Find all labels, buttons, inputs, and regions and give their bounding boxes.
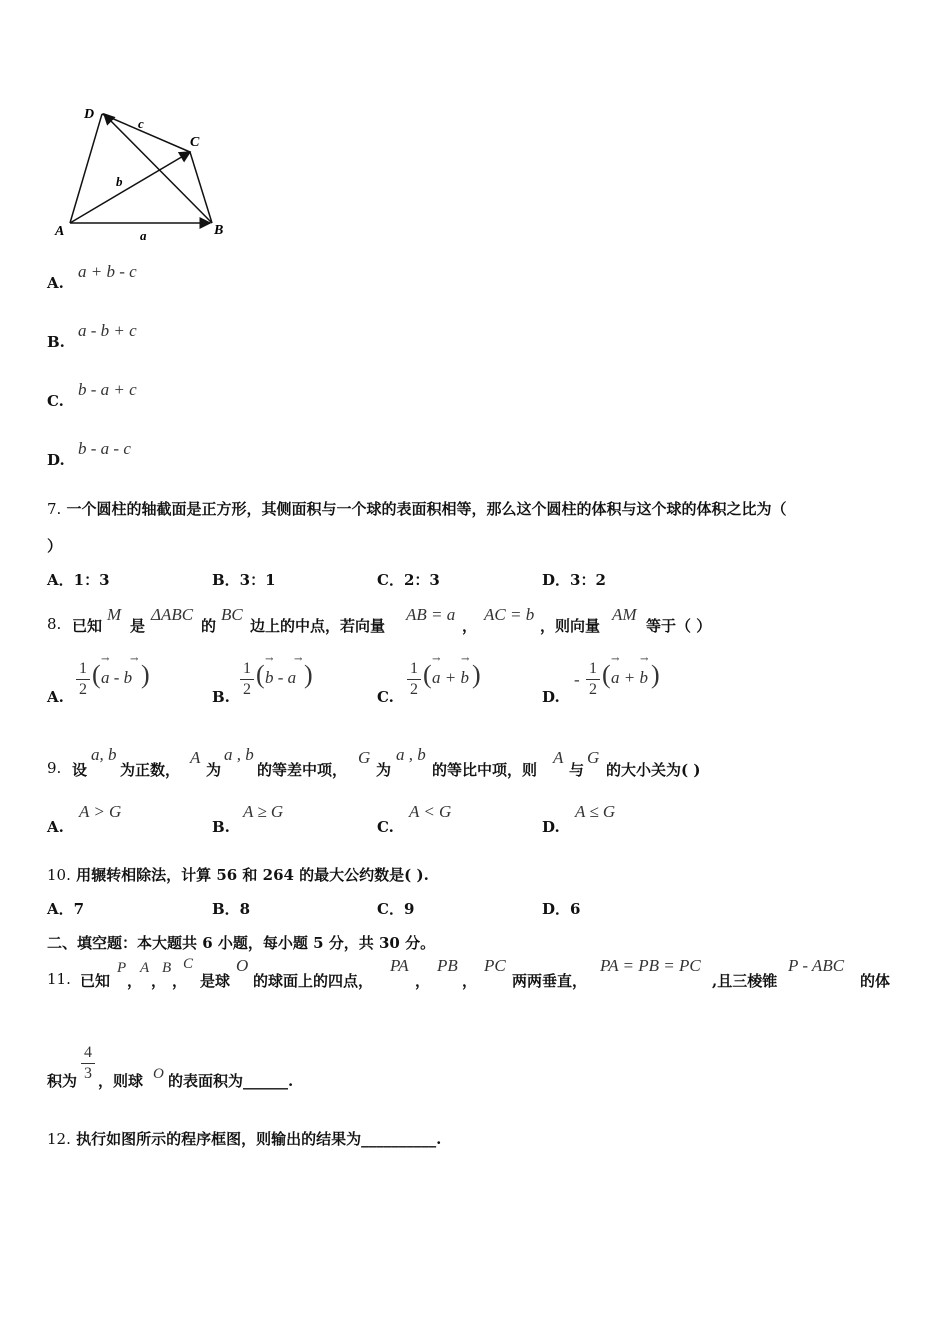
q8-text-4: 边上的中点，若向量: [250, 617, 386, 635]
q8-option-b-den: 2: [243, 681, 251, 698]
q12-text: 执行如图所示的程序框图，则输出的结果为__________.: [76, 1130, 442, 1148]
q11-point-c: C: [183, 956, 194, 972]
q9-text-2: 为正数，: [120, 761, 181, 779]
q8-option-b-num: 1: [243, 660, 251, 677]
q8-option-d-den: 2: [589, 681, 597, 698]
q8-option-a-label: A.: [47, 688, 64, 706]
q8-option-b-vec-arrow-2: →: [294, 654, 303, 665]
q8-option-d-inner: a + b: [611, 668, 648, 687]
q10-number: 10.: [47, 866, 71, 884]
q7-option-b: B．3：1: [212, 571, 276, 589]
q9-var-a-1: A: [190, 748, 201, 767]
q8-option-c-paren-left: (: [423, 660, 432, 689]
q10-option-b: B．8: [212, 900, 251, 918]
q8-vector-am: AM: [612, 605, 637, 624]
point-C: C: [190, 135, 200, 150]
q11-segment-pa: PA: [390, 956, 409, 975]
q9-option-d-expr: A ≤ G: [575, 802, 616, 821]
q6-option-a-expr: a + b - c: [78, 262, 137, 281]
q8-text-6: 等于（ ）: [646, 617, 712, 635]
q8-option-a-num: 1: [79, 660, 87, 677]
section-2-heading: 二、填空题：本大题共 6 小题，每小题 5 分，共 30 分。: [47, 934, 436, 952]
point-A: A: [55, 224, 65, 239]
q8-vector-ab: AB = a: [406, 605, 456, 624]
q8-comma: ，: [462, 617, 478, 635]
q11-segment-pb: PB: [437, 956, 458, 975]
q9-text-3: 为: [206, 761, 222, 779]
q11-sep-3: ，: [172, 972, 188, 990]
q8-option-c-paren-right: ): [472, 660, 481, 689]
q9-option-c-label: C.: [377, 818, 394, 836]
q11-pyramid: P - ABC: [788, 956, 845, 975]
q8-option-a-inner: a - b: [101, 668, 133, 687]
q9-var-g-2: G: [587, 748, 600, 767]
q7-option-c: C．2：3: [377, 571, 440, 589]
q8-option-c-fraction: [407, 660, 421, 699]
q8-option-a-vec-arrow-1: →: [101, 654, 110, 665]
q11-line2-text-2: ，则球: [98, 1072, 144, 1090]
q9-var-ab-2: a , b: [224, 745, 254, 764]
question-10: [47, 864, 429, 885]
q8-number: 8.: [47, 615, 62, 633]
q11-sep-1: ，: [127, 972, 143, 990]
edge-DC: [102, 114, 190, 152]
q8-option-b-fraction: [240, 660, 254, 699]
q8-option-b-label: B.: [212, 688, 230, 706]
q8-option-c-vec-arrow-2: →: [461, 654, 470, 665]
q7-number: 7.: [47, 500, 62, 518]
q11-line2-text-1: 积为: [47, 1072, 78, 1090]
q9-text-1: 设: [72, 761, 88, 779]
q7-option-d: D．3：2: [542, 571, 606, 589]
q6-option-d-expr: b - a - c: [78, 439, 131, 458]
q11-segment-pc: PC: [484, 956, 506, 975]
q8-side-bc: BC: [221, 605, 243, 624]
q6-option-d-label: D.: [47, 451, 65, 469]
q8-triangle: ΔABC: [151, 605, 194, 624]
q7-option-a: A．1：3: [47, 571, 110, 589]
q8-option-a-den: 2: [79, 681, 87, 698]
q8-option-a-paren-left: (: [92, 660, 101, 689]
q9-text-6: 的等比中项，则: [432, 761, 538, 779]
q10-option-c: C．9: [377, 900, 415, 918]
q8-option-b-vec-arrow-1: →: [265, 654, 274, 665]
q8-option-b-inner: b - a: [265, 668, 297, 687]
q11-point-a: A: [140, 960, 150, 976]
q8-text-1: 已知: [72, 617, 103, 635]
q9-text-5: 为: [376, 761, 392, 779]
q11-volume-num: 4: [84, 1044, 92, 1061]
q6-option-b-expr: a - b + c: [78, 321, 137, 340]
q7-close: ）: [47, 537, 63, 555]
q10-option-a: A．7: [47, 900, 85, 918]
point-D: D: [84, 107, 95, 122]
q8-option-d-sign: -: [574, 670, 580, 689]
q9-option-c-expr: A < G: [409, 802, 452, 821]
q11-sep-4: ，: [415, 972, 431, 990]
q11-text-4: 两两垂直，: [512, 972, 588, 990]
q11-point-p: P: [117, 960, 127, 976]
q11-line2-text-3: 的表面积为______.: [168, 1072, 294, 1090]
q10-option-d: D．6: [542, 900, 581, 918]
q8-vector-ac: AC = b: [484, 605, 535, 624]
q11-text-1: 已知: [80, 972, 111, 990]
q7-text: 一个圆柱的轴截面是正方形，其侧面积与一个球的表面积相等，那么这个圆柱的体积与这个球的体积之比为（: [66, 500, 787, 518]
q8-option-d-fraction: [586, 660, 600, 699]
q6-option-c-label: C.: [47, 392, 64, 410]
q8-option-a-paren-right: ): [141, 660, 150, 689]
q9-number: 9.: [47, 759, 62, 777]
q6-option-c-expr: b - a + c: [78, 380, 137, 399]
q8-option-d-paren-right: ): [651, 660, 660, 689]
q8-option-d-label: D.: [542, 688, 560, 706]
q6-option-a-label: A.: [47, 274, 64, 292]
q11-sphere-o-2: O: [153, 1066, 164, 1082]
q9-var-g-1: G: [358, 748, 371, 767]
question-7: [47, 498, 787, 519]
q8-option-c-inner: a + b: [432, 668, 469, 687]
q11-text-3: 的球面上的四点，: [253, 972, 374, 990]
q11-volume-den: 3: [84, 1065, 92, 1082]
edge-label-a: a: [140, 228, 147, 243]
q10-text: 用辗转相除法，计算 56 和 264 的最大公约数是( ).: [76, 866, 429, 884]
q11-text-5: ,且三棱锥: [712, 972, 778, 990]
q11-text-6: 的体: [860, 972, 891, 990]
edge-label-c: c: [138, 116, 144, 131]
q9-text-4: 的等差中项，: [257, 761, 348, 779]
q9-option-a-label: A.: [47, 818, 64, 836]
q11-number: 11.: [47, 970, 71, 988]
q9-option-b-label: B.: [212, 818, 230, 836]
q8-text-3: 的: [201, 617, 217, 635]
q6-option-b-label: B.: [47, 333, 65, 351]
q11-equality: PA = PB = PC: [600, 956, 701, 975]
point-B: B: [214, 223, 224, 238]
q9-var-ab-3: a , b: [396, 745, 426, 764]
question-12: [47, 1128, 441, 1149]
q8-option-b-paren-left: (: [256, 660, 265, 689]
q8-option-c-vec-arrow-1: →: [432, 654, 441, 665]
q8-option-c-num: 1: [410, 660, 418, 677]
vector-figure: [50, 100, 240, 245]
q8-text-2: 是: [130, 617, 146, 635]
q11-text-2: 是球: [200, 972, 231, 990]
q8-text-5: ，则向量: [540, 617, 601, 635]
q9-var-a-2: A: [553, 748, 564, 767]
q8-option-b-paren-right: ): [304, 660, 313, 689]
q8-option-d-vec-arrow-1: →: [611, 654, 620, 665]
q11-sphere-o: O: [236, 956, 249, 975]
q8-option-c-label: C.: [377, 688, 394, 706]
q9-option-a-expr: A > G: [79, 802, 122, 821]
q11-volume-fraction: [81, 1044, 95, 1083]
q8-option-d-num: 1: [589, 660, 597, 677]
q9-text-8: 的大小关为( ): [606, 761, 701, 779]
edge-label-b: b: [116, 174, 123, 189]
q8-option-a-fraction: [76, 660, 90, 699]
q9-text-7: 与: [569, 761, 585, 779]
q8-option-a-vec-arrow-2: →: [130, 654, 139, 665]
q11-point-b: B: [162, 960, 172, 976]
q8-option-c-den: 2: [410, 681, 418, 698]
q9-option-d-label: D.: [542, 818, 560, 836]
q8-point-m: M: [107, 605, 122, 624]
q8-option-d-paren-left: (: [602, 660, 611, 689]
q9-option-b-expr: A ≥ G: [243, 802, 284, 821]
q12-number: 12.: [47, 1130, 71, 1148]
q8-option-d-vec-arrow-2: →: [640, 654, 649, 665]
q9-var-ab-1: a, b: [91, 745, 117, 764]
q11-sep-2: ，: [151, 972, 167, 990]
q11-sep-5: ，: [462, 972, 478, 990]
